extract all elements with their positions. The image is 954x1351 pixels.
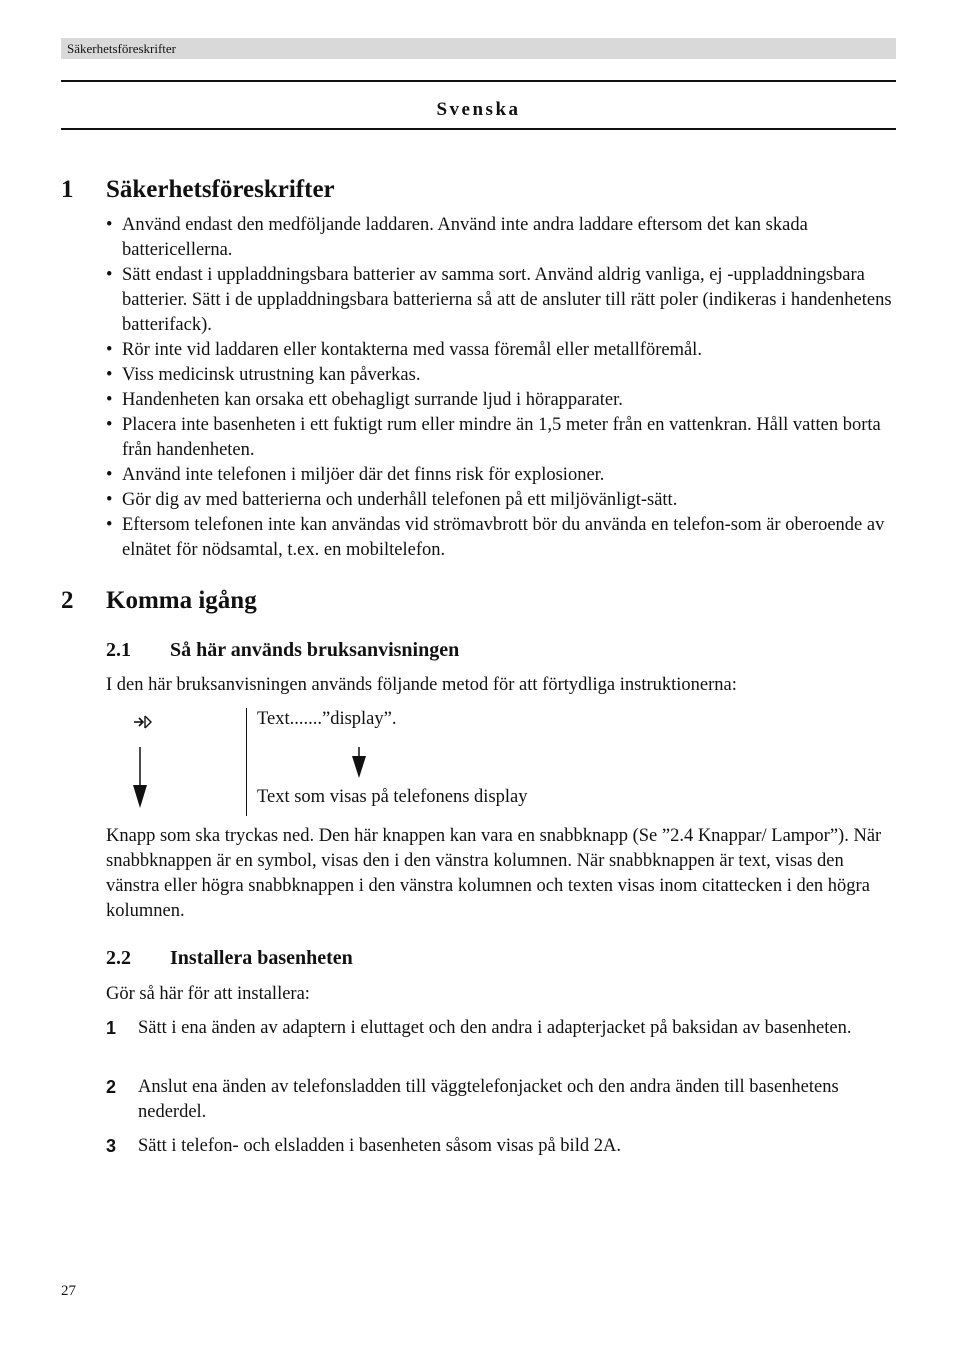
page-number: 27 (61, 1283, 76, 1299)
subsection-number: 2.2 (106, 947, 131, 969)
list-item: • Handenheten kan orsaka ett obehagligt surrande ljud i hörapparater. (106, 388, 896, 413)
list-item: • Använd endast den medföljande laddaren. Använd inte andra laddare eftersom det kan skada battericellerna. (106, 213, 896, 263)
list-item: • Sätt endast i uppladdningsbara batterier av samma sort. Använd aldrig vanliga, ej -uppladdningsbara batterier. Sätt i de uppladdningsbara batterierna så att de ansluter till rätt poler (indikeras i handenhetens batterifack). (106, 263, 896, 338)
legend-display-text: Text.......”display”. (257, 709, 397, 729)
section-number: 2 (61, 587, 74, 614)
step-text: Anslut ena änden av telefonsladden till väggtelefonjacket och den andra änden till basenhetens nederdel. (138, 1077, 839, 1122)
step-number: 3 (106, 1136, 117, 1156)
subsection-number: 2.1 (106, 639, 131, 661)
safety-bullet-list (106, 213, 896, 563)
section-title: Komma igång (106, 587, 257, 614)
list-item: • Placera inte basenheten i ett fuktigt rum eller mindre än 1,5 meter från en vattenkran. Håll vatten borta från handenheten. (106, 413, 896, 463)
section-1-heading (61, 176, 896, 208)
section-number: 1 (61, 176, 74, 203)
legend-divider (246, 708, 247, 816)
key-press-icon (130, 710, 154, 734)
install-steps (106, 1016, 896, 1166)
list-item: • Rör inte vid laddaren eller kontakterna med vassa föremål eller metallföremål. (106, 338, 896, 363)
language-heading: Svenska (436, 99, 521, 120)
header-rule-bottom (61, 128, 896, 130)
list-item (106, 1075, 896, 1125)
list-item (106, 1134, 896, 1159)
section-2-heading (61, 587, 896, 619)
subsection-title: Så här används bruksanvisningen (170, 639, 460, 661)
step-number: 1 (106, 1018, 117, 1038)
section-title: Säkerhetsföreskrifter (106, 176, 335, 203)
subsection-2-1-heading (106, 639, 896, 665)
list-item: • Viss medicinsk utrustning kan påverkas. (106, 363, 896, 388)
subsection-title: Installera basenheten (170, 947, 353, 969)
list-item (106, 1016, 896, 1041)
running-header (61, 38, 896, 59)
list-item: • Använd inte telefonen i miljöer där det finns risk för explosioner. (106, 463, 896, 488)
down-arrow-icon (130, 747, 150, 809)
legend-display-caption: Text som visas på telefonens display (257, 787, 528, 807)
step-text: Sätt i ena änden av adaptern i eluttaget och den andra i adapterjacket på baksidan av basenheten. (138, 1018, 852, 1038)
intro-paragraph: I den här bruksanvisningen används följande metod för att förtydliga instruktionerna: (106, 675, 737, 695)
key-description-paragraph: Knapp som ska tryckas ned. Den här knappen kan vara en snabbknapp (Se ”2.4 Knappar/ Lampor”). När snabbknappen är en symbol, visas den i den vänstra kolumnen. När snabbknappen är text, visas den vänstra eller högra snabbknappen i den vänstra kolumnen och texten visas inom citattecken i den högra kolumnen. (106, 826, 882, 921)
running-title: Säkerhetsföreskrifter (67, 41, 177, 56)
install-intro: Gör så här för att installera: (106, 984, 310, 1004)
list-item: • Gör dig av med batterierna och underhåll telefonen på ett miljövänligt-sätt. (106, 488, 896, 513)
subsection-2-2-heading (106, 947, 896, 973)
header-rule-top (61, 80, 896, 82)
step-text: Sätt i telefon- och elsladden i basenheten såsom visas på bild 2A. (138, 1136, 621, 1156)
step-number: 2 (106, 1077, 117, 1097)
small-down-arrow-icon (349, 747, 369, 779)
list-item: • Eftersom telefonen inte kan användas vid strömavbrott bör du använda en telefon-som är oberoende av elnätet för nödsamtal, t.ex. en mobiltelefon. (106, 513, 896, 563)
